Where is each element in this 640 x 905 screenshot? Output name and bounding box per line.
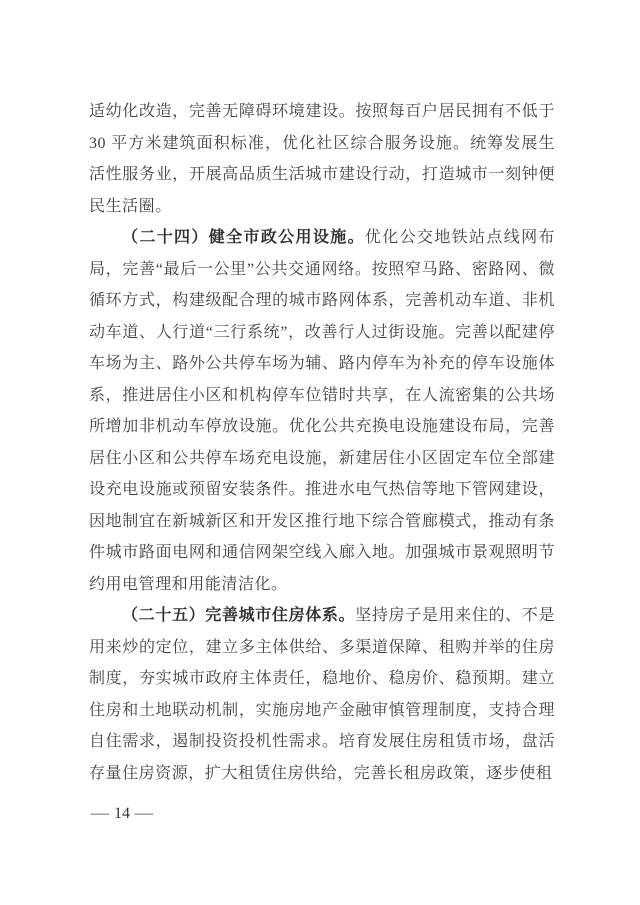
footer-dash-right: — [134,805,154,822]
paragraph-text: 适幼化改造，完善无障碍环境建设。按照每百户居民拥有不低于30 平方米建筑面积标准，优化社区综合服务设施。统筹发展生活性服务业，开展高品质生活城市建设行动，打造城市一刻钟便民生活圈。 [89,103,555,215]
page-number: 14 [114,805,130,822]
paragraph-text: 坚持房子是用来住的、不是用来炒的定位，建立多主体供给、多渠道保障、租购并举的住房制度，夯实城市政府主体责任，稳地价、稳房价、稳预期。建立住房和土地联动机制，实施房地产金融审慎管理制度，支持合理自住需求，遏制投资投机性需求。培育发展住房租赁市场，盘活存量住房资源，扩大租赁住房供给，完善长租房政策，逐步使租 [89,607,556,782]
paragraph-section-25 [89,600,555,789]
paragraph-text: 优化公交地铁站点线网布局，完善“最后一公里”公共交通网络。按照窄马路、密路网、微循环方式，构建级配合理的城市路网体系，完善机动车道、非机动车道、人行道“三行系统”，改善行人过街设施。完善以配建停车场为主、路外公共停车场为辅、路内停车为补充的停车设施体系，推进居住小区和机构停车位错时共享，在人流密集的公共场所增加非机动车停放设施。优化公共充换电设施建设布局，完善居住小区和公共停车场充电设施，新建居住小区固定车位全部建设充电设施或预留安装条件。推进水电气热信等地下管网建设，因地制宜在新城新区和开发区推行地下综合管廊模式，推动有条件城市路面电网和通信网架空线入廊入地。加强城市景观照明节约用电管理和用能清洁化。 [89,229,555,593]
page-footer [92,804,152,824]
section-25-heading: （二十五）完善城市住房体系。 [122,607,356,624]
section-24-heading: （二十四）健全市政公用设施。 [122,229,365,246]
footer-dash-left: — [90,805,110,822]
paragraph-section-24 [89,222,555,600]
page-body-text [89,96,555,789]
paragraph-continuation [89,96,555,222]
